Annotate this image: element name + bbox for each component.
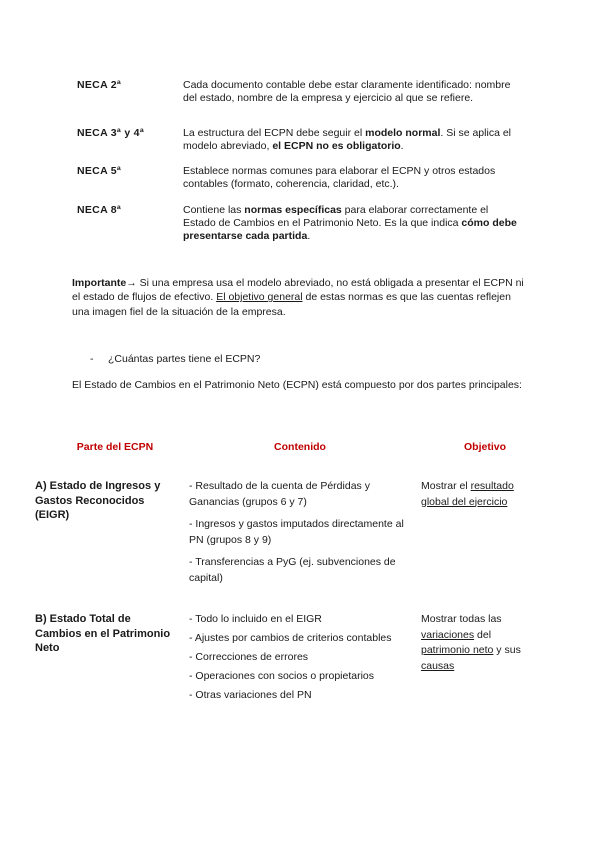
neca-row-8	[77, 204, 527, 243]
neca-description: Cada documento contable debe estar claramente identificado: nombre del estado, nombre de la empresa y ejercicio al que se refiere.	[183, 79, 511, 104]
list-item: - Otras variaciones del PN	[189, 689, 312, 702]
header-objetivo: Objetivo	[463, 441, 506, 453]
list-item: - Ajustes por cambios de criterios contables	[189, 632, 392, 645]
intro-paragraph: El Estado de Cambios en el Patrimonio Neto (ECPN) está compuesto por dos partes principales:	[72, 379, 522, 391]
list-item: - Ingresos y gastos imputados directamente al PN (grupos 8 y 9)	[189, 518, 404, 546]
row-b-contenido	[189, 612, 414, 707]
bullet-dash: -	[90, 353, 94, 365]
neca-label: NECA 3ª y 4ª	[77, 127, 145, 139]
neca-row-3-4	[77, 127, 527, 153]
row-a-parte: A) Estado de Ingresos y Gastos Reconocidos (EIGR)	[35, 480, 161, 521]
row-a-contenido	[189, 479, 414, 593]
neca-row-5	[77, 165, 527, 191]
question-text: ¿Cuántas partes tiene el ECPN?	[108, 353, 261, 365]
list-item: - Operaciones con socios o propietarios	[189, 670, 375, 683]
bullet-question	[90, 353, 260, 365]
header-parte: Parte del ECPN	[76, 441, 154, 453]
neca-label: NECA 2ª	[77, 79, 122, 91]
list-item: - Correcciones de errores	[189, 651, 309, 664]
row-b-objetivo: Mostrar todas las variaciones del patrimonio neto y sus causas	[421, 613, 521, 672]
neca-row-2	[77, 79, 527, 105]
row-b-parte: B) Estado Total de Cambios en el Patrimonio Neto	[35, 613, 171, 654]
neca-label: NECA 5ª	[77, 165, 122, 177]
neca-description: Contiene las normas específicas para elaborar correctamente el Estado de Cambios en el Patrimonio Neto. Es la que indica cómo debe presentarse cada partida.	[183, 204, 517, 242]
row-a-objetivo: Mostrar el resultado global del ejercicio	[421, 480, 514, 508]
importante-paragraph: Importante→ Si una empresa usa el modelo abreviado, no está obligada a presentar el ECPN ni el estado de flujos de efectivo. El objetivo general de estas normas es que las cuentas reflejen una imagen fiel de la situación de la empresa.	[72, 277, 524, 318]
list-item: - Transferencias a PyG (ej. subvenciones de capital)	[189, 556, 396, 584]
list-item: - Resultado de la cuenta de Pérdidas y Ganancias (grupos 6 y 7)	[189, 480, 370, 508]
neca-description: Establece normas comunes para elaborar el ECPN y otros estados contables (formato, coherencia, claridad, etc.).	[183, 165, 496, 190]
list-item: - Todo lo incluido en el EIGR	[189, 613, 322, 625]
neca-label: NECA 8ª	[77, 204, 122, 216]
neca-description: La estructura del ECPN debe seguir el modelo normal. Si se aplica el modelo abreviado, el ECPN no es obligatorio.	[183, 127, 511, 152]
header-contenido: Contenido	[274, 441, 326, 453]
